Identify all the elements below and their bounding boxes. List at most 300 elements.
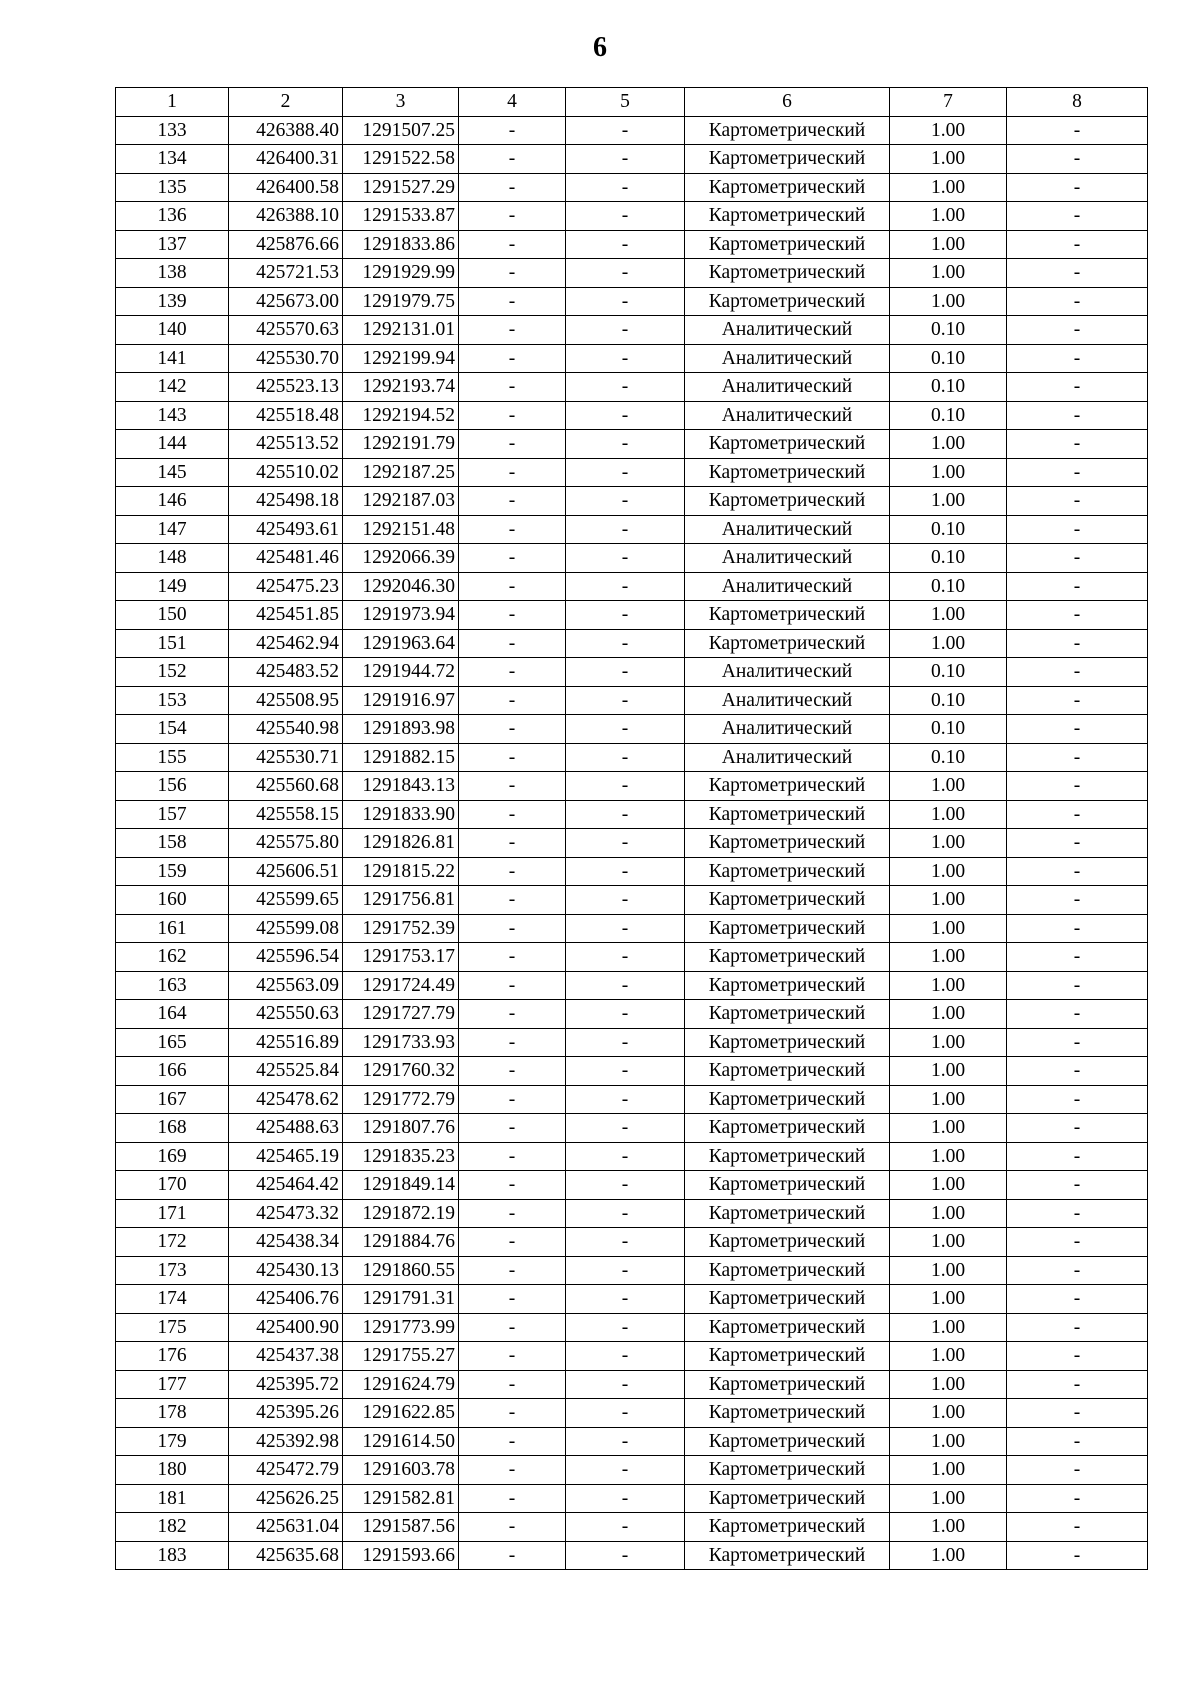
accuracy-cell: 1.00 (890, 800, 1007, 829)
column-header: 3 (343, 88, 459, 117)
col-4-cell: - (459, 287, 566, 316)
coord-y-cell: 1291944.72 (343, 658, 459, 687)
col-5-cell: - (566, 487, 685, 516)
accuracy-cell: 1.00 (890, 886, 1007, 915)
coord-x-cell: 425550.63 (229, 1000, 343, 1029)
point-number-cell: 146 (116, 487, 229, 516)
coord-x-cell: 425523.13 (229, 373, 343, 402)
coord-x-cell: 425516.89 (229, 1028, 343, 1057)
point-number-cell: 181 (116, 1484, 229, 1513)
table-row (116, 1057, 1148, 1086)
col-5-cell: - (566, 1228, 685, 1257)
col-4-cell: - (459, 857, 566, 886)
col-8-cell: - (1007, 487, 1148, 516)
method-cell: Аналитический (685, 686, 890, 715)
accuracy-cell: 0.10 (890, 401, 1007, 430)
point-number-cell: 149 (116, 572, 229, 601)
col-8-cell: - (1007, 116, 1148, 145)
accuracy-cell: 1.00 (890, 1256, 1007, 1285)
col-8-cell: - (1007, 173, 1148, 202)
method-cell: Картометрический (685, 116, 890, 145)
coord-y-cell: 1292131.01 (343, 316, 459, 345)
accuracy-cell: 1.00 (890, 430, 1007, 459)
accuracy-cell: 0.10 (890, 572, 1007, 601)
coord-x-cell: 425530.71 (229, 743, 343, 772)
table-row (116, 1342, 1148, 1371)
table-row (116, 316, 1148, 345)
table-row (116, 259, 1148, 288)
coord-x-cell: 425635.68 (229, 1541, 343, 1570)
column-header: 4 (459, 88, 566, 117)
coord-y-cell: 1291614.50 (343, 1427, 459, 1456)
col-8-cell: - (1007, 1000, 1148, 1029)
accuracy-cell: 1.00 (890, 772, 1007, 801)
coord-x-cell: 425400.90 (229, 1313, 343, 1342)
table-row (116, 971, 1148, 1000)
point-number-cell: 144 (116, 430, 229, 459)
col-5-cell: - (566, 515, 685, 544)
point-number-cell: 174 (116, 1285, 229, 1314)
col-5-cell: - (566, 572, 685, 601)
coord-x-cell: 425430.13 (229, 1256, 343, 1285)
table-row (116, 116, 1148, 145)
table-row (116, 743, 1148, 772)
point-number-cell: 135 (116, 173, 229, 202)
coord-x-cell: 425475.23 (229, 572, 343, 601)
coord-y-cell: 1291760.32 (343, 1057, 459, 1086)
col-4-cell: - (459, 1171, 566, 1200)
col-4-cell: - (459, 1456, 566, 1485)
coord-x-cell: 425876.66 (229, 230, 343, 259)
point-number-cell: 163 (116, 971, 229, 1000)
table-row (116, 458, 1148, 487)
method-cell: Картометрический (685, 1171, 890, 1200)
coord-x-cell: 425438.34 (229, 1228, 343, 1257)
point-number-cell: 137 (116, 230, 229, 259)
point-number-cell: 160 (116, 886, 229, 915)
table-row (116, 715, 1148, 744)
col-4-cell: - (459, 515, 566, 544)
col-5-cell: - (566, 743, 685, 772)
method-cell: Картометрический (685, 1541, 890, 1570)
method-cell: Картометрический (685, 971, 890, 1000)
point-number-cell: 141 (116, 344, 229, 373)
accuracy-cell: 0.10 (890, 743, 1007, 772)
coord-y-cell: 1291624.79 (343, 1370, 459, 1399)
coord-y-cell: 1292194.52 (343, 401, 459, 430)
coord-x-cell: 426388.40 (229, 116, 343, 145)
point-number-cell: 164 (116, 1000, 229, 1029)
coord-y-cell: 1291963.64 (343, 629, 459, 658)
point-number-cell: 175 (116, 1313, 229, 1342)
col-4-cell: - (459, 572, 566, 601)
point-number-cell: 139 (116, 287, 229, 316)
coord-x-cell: 425395.72 (229, 1370, 343, 1399)
col-8-cell: - (1007, 1199, 1148, 1228)
col-8-cell: - (1007, 1228, 1148, 1257)
col-5-cell: - (566, 658, 685, 687)
coord-y-cell: 1291791.31 (343, 1285, 459, 1314)
accuracy-cell: 1.00 (890, 1370, 1007, 1399)
method-cell: Картометрический (685, 1228, 890, 1257)
table-row (116, 202, 1148, 231)
col-5-cell: - (566, 230, 685, 259)
point-number-cell: 153 (116, 686, 229, 715)
coord-x-cell: 425530.70 (229, 344, 343, 373)
col-5-cell: - (566, 829, 685, 858)
method-cell: Картометрический (685, 1199, 890, 1228)
col-8-cell: - (1007, 344, 1148, 373)
col-8-cell: - (1007, 971, 1148, 1000)
accuracy-cell: 1.00 (890, 173, 1007, 202)
table-row (116, 401, 1148, 430)
accuracy-cell: 1.00 (890, 943, 1007, 972)
point-number-cell: 179 (116, 1427, 229, 1456)
point-number-cell: 145 (116, 458, 229, 487)
col-5-cell: - (566, 344, 685, 373)
table-row (116, 1028, 1148, 1057)
col-4-cell: - (459, 800, 566, 829)
col-8-cell: - (1007, 430, 1148, 459)
method-cell: Аналитический (685, 401, 890, 430)
method-cell: Картометрический (685, 202, 890, 231)
col-8-cell: - (1007, 1142, 1148, 1171)
col-5-cell: - (566, 1370, 685, 1399)
col-4-cell: - (459, 259, 566, 288)
point-number-cell: 154 (116, 715, 229, 744)
method-cell: Аналитический (685, 344, 890, 373)
method-cell: Картометрический (685, 430, 890, 459)
table-row (116, 1114, 1148, 1143)
method-cell: Картометрический (685, 1028, 890, 1057)
table-row (116, 914, 1148, 943)
coord-x-cell: 425498.18 (229, 487, 343, 516)
col-5-cell: - (566, 544, 685, 573)
method-cell: Картометрический (685, 287, 890, 316)
col-4-cell: - (459, 1114, 566, 1143)
col-8-cell: - (1007, 572, 1148, 601)
coord-y-cell: 1291882.15 (343, 743, 459, 772)
coord-y-cell: 1291727.79 (343, 1000, 459, 1029)
col-8-cell: - (1007, 316, 1148, 345)
col-8-cell: - (1007, 1171, 1148, 1200)
col-8-cell: - (1007, 259, 1148, 288)
col-4-cell: - (459, 886, 566, 915)
point-number-cell: 180 (116, 1456, 229, 1485)
col-8-cell: - (1007, 1285, 1148, 1314)
col-5-cell: - (566, 914, 685, 943)
point-number-cell: 170 (116, 1171, 229, 1200)
accuracy-cell: 1.00 (890, 601, 1007, 630)
point-number-cell: 162 (116, 943, 229, 972)
col-8-cell: - (1007, 1256, 1148, 1285)
coord-x-cell: 425599.65 (229, 886, 343, 915)
method-cell: Картометрический (685, 1342, 890, 1371)
col-8-cell: - (1007, 914, 1148, 943)
col-4-cell: - (459, 401, 566, 430)
method-cell: Картометрический (685, 1427, 890, 1456)
table-row (116, 829, 1148, 858)
coord-y-cell: 1291807.76 (343, 1114, 459, 1143)
accuracy-cell: 1.00 (890, 487, 1007, 516)
accuracy-cell: 1.00 (890, 1000, 1007, 1029)
method-cell: Картометрический (685, 458, 890, 487)
col-8-cell: - (1007, 1313, 1148, 1342)
coord-y-cell: 1291733.93 (343, 1028, 459, 1057)
accuracy-cell: 1.00 (890, 971, 1007, 1000)
method-cell: Картометрический (685, 1085, 890, 1114)
accuracy-cell: 1.00 (890, 458, 1007, 487)
col-8-cell: - (1007, 857, 1148, 886)
col-8-cell: - (1007, 743, 1148, 772)
accuracy-cell: 0.10 (890, 316, 1007, 345)
col-8-cell: - (1007, 1513, 1148, 1542)
col-4-cell: - (459, 629, 566, 658)
col-4-cell: - (459, 344, 566, 373)
table-row (116, 1228, 1148, 1257)
coord-y-cell: 1291849.14 (343, 1171, 459, 1200)
table-row (116, 1199, 1148, 1228)
table-row (116, 287, 1148, 316)
accuracy-cell: 1.00 (890, 857, 1007, 886)
table-row (116, 686, 1148, 715)
col-5-cell: - (566, 1541, 685, 1570)
coord-y-cell: 1291756.81 (343, 886, 459, 915)
page-number: 6 (593, 32, 607, 63)
coord-y-cell: 1291973.94 (343, 601, 459, 630)
accuracy-cell: 1.00 (890, 1427, 1007, 1456)
col-5-cell: - (566, 686, 685, 715)
accuracy-cell: 0.10 (890, 344, 1007, 373)
col-5-cell: - (566, 886, 685, 915)
point-number-cell: 168 (116, 1114, 229, 1143)
col-5-cell: - (566, 173, 685, 202)
col-4-cell: - (459, 1256, 566, 1285)
accuracy-cell: 0.10 (890, 686, 1007, 715)
col-5-cell: - (566, 1484, 685, 1513)
coord-x-cell: 425483.52 (229, 658, 343, 687)
coord-x-cell: 425473.32 (229, 1199, 343, 1228)
coord-x-cell: 425513.52 (229, 430, 343, 459)
method-cell: Картометрический (685, 857, 890, 886)
point-number-cell: 182 (116, 1513, 229, 1542)
column-header: 8 (1007, 88, 1148, 117)
method-cell: Аналитический (685, 743, 890, 772)
coord-y-cell: 1291815.22 (343, 857, 459, 886)
method-cell: Аналитический (685, 515, 890, 544)
col-4-cell: - (459, 116, 566, 145)
col-5-cell: - (566, 1028, 685, 1057)
accuracy-cell: 0.10 (890, 373, 1007, 402)
coord-y-cell: 1291893.98 (343, 715, 459, 744)
point-number-cell: 156 (116, 772, 229, 801)
coord-x-cell: 425599.08 (229, 914, 343, 943)
coord-y-cell: 1291622.85 (343, 1399, 459, 1428)
col-4-cell: - (459, 230, 566, 259)
table-row (116, 230, 1148, 259)
col-5-cell: - (566, 287, 685, 316)
col-5-cell: - (566, 1171, 685, 1200)
col-8-cell: - (1007, 458, 1148, 487)
table-row (116, 173, 1148, 202)
coord-x-cell: 425575.80 (229, 829, 343, 858)
col-5-cell: - (566, 145, 685, 174)
point-number-cell: 171 (116, 1199, 229, 1228)
col-8-cell: - (1007, 829, 1148, 858)
coord-y-cell: 1291724.49 (343, 971, 459, 1000)
method-cell: Картометрический (685, 1285, 890, 1314)
col-4-cell: - (459, 971, 566, 1000)
point-number-cell: 148 (116, 544, 229, 573)
col-8-cell: - (1007, 943, 1148, 972)
accuracy-cell: 1.00 (890, 1171, 1007, 1200)
col-5-cell: - (566, 1399, 685, 1428)
accuracy-cell: 1.00 (890, 1456, 1007, 1485)
method-cell: Картометрический (685, 1484, 890, 1513)
col-4-cell: - (459, 914, 566, 943)
point-number-cell: 166 (116, 1057, 229, 1086)
coord-y-cell: 1291587.56 (343, 1513, 459, 1542)
table-row (116, 1541, 1148, 1570)
accuracy-cell: 1.00 (890, 116, 1007, 145)
col-8-cell: - (1007, 1114, 1148, 1143)
point-number-cell: 178 (116, 1399, 229, 1428)
col-8-cell: - (1007, 1427, 1148, 1456)
col-8-cell: - (1007, 515, 1148, 544)
method-cell: Картометрический (685, 1142, 890, 1171)
method-cell: Картометрический (685, 601, 890, 630)
col-4-cell: - (459, 430, 566, 459)
point-number-cell: 151 (116, 629, 229, 658)
col-4-cell: - (459, 829, 566, 858)
point-number-cell: 142 (116, 373, 229, 402)
col-8-cell: - (1007, 1541, 1148, 1570)
coord-y-cell: 1291522.58 (343, 145, 459, 174)
col-8-cell: - (1007, 373, 1148, 402)
coord-x-cell: 425488.63 (229, 1114, 343, 1143)
col-8-cell: - (1007, 1028, 1148, 1057)
point-number-cell: 158 (116, 829, 229, 858)
col-4-cell: - (459, 316, 566, 345)
table-row (116, 1285, 1148, 1314)
coord-x-cell: 425596.54 (229, 943, 343, 972)
col-8-cell: - (1007, 202, 1148, 231)
coord-x-cell: 425558.15 (229, 800, 343, 829)
coord-y-cell: 1291979.75 (343, 287, 459, 316)
col-5-cell: - (566, 629, 685, 658)
col-5-cell: - (566, 259, 685, 288)
col-5-cell: - (566, 316, 685, 345)
col-4-cell: - (459, 458, 566, 487)
coord-x-cell: 426400.31 (229, 145, 343, 174)
col-5-cell: - (566, 116, 685, 145)
coord-x-cell: 425392.98 (229, 1427, 343, 1456)
col-8-cell: - (1007, 230, 1148, 259)
col-5-cell: - (566, 373, 685, 402)
coord-x-cell: 425721.53 (229, 259, 343, 288)
table-row (116, 1142, 1148, 1171)
col-8-cell: - (1007, 715, 1148, 744)
accuracy-cell: 1.00 (890, 1142, 1007, 1171)
method-cell: Картометрический (685, 1114, 890, 1143)
col-8-cell: - (1007, 287, 1148, 316)
coord-x-cell: 425673.00 (229, 287, 343, 316)
col-5-cell: - (566, 1256, 685, 1285)
coord-y-cell: 1292046.30 (343, 572, 459, 601)
point-number-cell: 157 (116, 800, 229, 829)
method-cell: Аналитический (685, 715, 890, 744)
col-4-cell: - (459, 1513, 566, 1542)
coord-y-cell: 1291753.17 (343, 943, 459, 972)
coord-y-cell: 1291826.81 (343, 829, 459, 858)
point-number-cell: 173 (116, 1256, 229, 1285)
coord-y-cell: 1292151.48 (343, 515, 459, 544)
coord-y-cell: 1291884.76 (343, 1228, 459, 1257)
point-number-cell: 159 (116, 857, 229, 886)
point-number-cell: 152 (116, 658, 229, 687)
col-5-cell: - (566, 458, 685, 487)
column-header: 6 (685, 88, 890, 117)
table-row (116, 1513, 1148, 1542)
accuracy-cell: 1.00 (890, 1114, 1007, 1143)
col-4-cell: - (459, 1199, 566, 1228)
coord-x-cell: 425472.79 (229, 1456, 343, 1485)
column-header: 2 (229, 88, 343, 117)
method-cell: Картометрический (685, 1313, 890, 1342)
col-5-cell: - (566, 1285, 685, 1314)
coord-y-cell: 1291507.25 (343, 116, 459, 145)
coord-x-cell: 425493.61 (229, 515, 343, 544)
table-row (116, 1399, 1148, 1428)
col-4-cell: - (459, 1057, 566, 1086)
table-row (116, 1171, 1148, 1200)
table-row (116, 886, 1148, 915)
method-cell: Картометрический (685, 914, 890, 943)
coord-x-cell: 425508.95 (229, 686, 343, 715)
coord-y-cell: 1291916.97 (343, 686, 459, 715)
col-4-cell: - (459, 715, 566, 744)
col-8-cell: - (1007, 658, 1148, 687)
col-4-cell: - (459, 601, 566, 630)
coord-x-cell: 425570.63 (229, 316, 343, 345)
coord-y-cell: 1292187.03 (343, 487, 459, 516)
coord-x-cell: 425631.04 (229, 1513, 343, 1542)
accuracy-cell: 1.00 (890, 259, 1007, 288)
coordinates-table (115, 87, 1148, 1570)
method-cell: Картометрический (685, 629, 890, 658)
method-cell: Картометрический (685, 173, 890, 202)
accuracy-cell: 1.00 (890, 1513, 1007, 1542)
col-5-cell: - (566, 1513, 685, 1542)
coord-x-cell: 425465.19 (229, 1142, 343, 1171)
col-5-cell: - (566, 1057, 685, 1086)
col-5-cell: - (566, 857, 685, 886)
coord-x-cell: 425406.76 (229, 1285, 343, 1314)
table-row (116, 572, 1148, 601)
col-8-cell: - (1007, 1484, 1148, 1513)
column-header: 1 (116, 88, 229, 117)
table-row (116, 1000, 1148, 1029)
col-5-cell: - (566, 943, 685, 972)
col-4-cell: - (459, 943, 566, 972)
col-4-cell: - (459, 173, 566, 202)
col-8-cell: - (1007, 800, 1148, 829)
method-cell: Аналитический (685, 572, 890, 601)
coord-y-cell: 1291835.23 (343, 1142, 459, 1171)
method-cell: Картометрический (685, 943, 890, 972)
accuracy-cell: 1.00 (890, 1313, 1007, 1342)
table-row (116, 943, 1148, 972)
